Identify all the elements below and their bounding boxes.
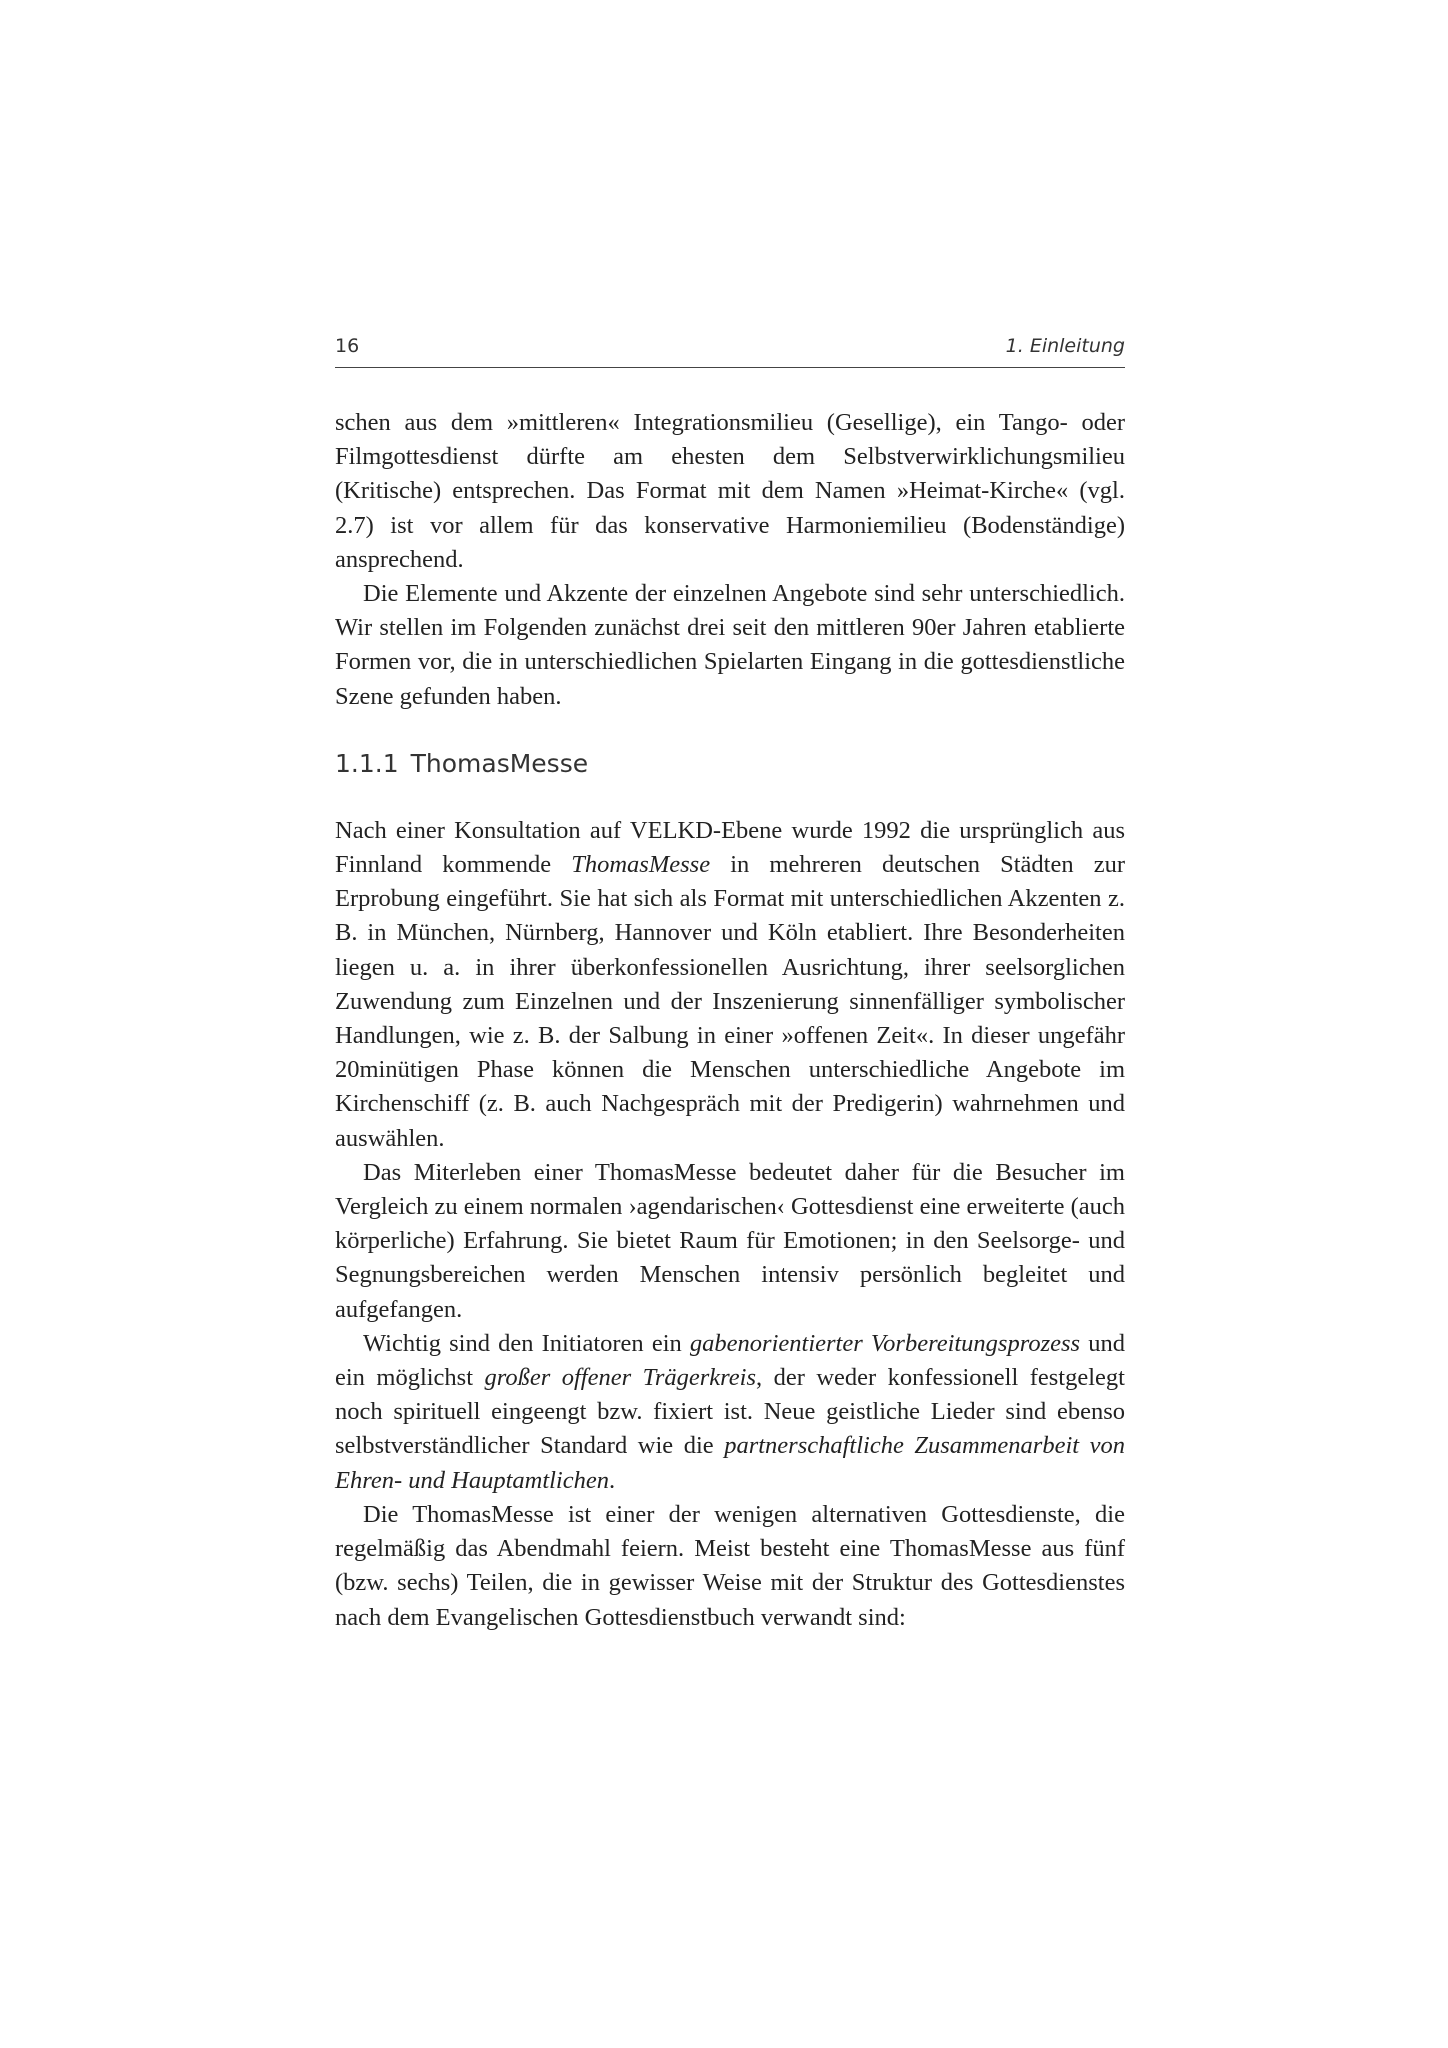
section-heading [335, 747, 1125, 781]
paragraph-3-part-a: Nach einer Konsultation auf VELKD-Ebene wurde 1992 die ursprünglich aus Finnland kommende [335, 816, 1125, 879]
paragraph-3-part-b: in mehreren deutschen Städten zur Erprobung eingeführt. Sie hat sich als Format mit unterschiedlichen Akzenten z. B. in München, Nürnberg, Hannover und Köln etabliert. Ihre Besonderheiten liegen u. a. in ihrer überkonfessionellen Ausrichtung, ihrer seelsorglichen Zuwendung zum Einzelnen und der Inszenierung sinnenfälliger symbolischer Handlungen, wie z. B. der Salbung in einer »offenen Zeit«. In dieser ungefähr 20minütigen Phase können die Menschen unterschiedliche Angebote im Kirchenschiff (z. B. auch Nachgespräch mit der Predigerin) wahrnehmen und auswählen. [335, 851, 1125, 1152]
body-text [335, 406, 1125, 1635]
paragraph-3-emphasis: ThomasMesse [571, 851, 711, 879]
page-number: 16 [335, 335, 360, 357]
paragraph-5-emphasis-3: partnerschaftliche Zusammenarbeit von Ehren- und Hauptamtlichen [335, 1432, 1125, 1494]
paragraph-5-emphasis-2: großer offener Trägerkreis [484, 1364, 757, 1392]
paragraph-5-part-a: Wichtig sind den Initiatoren ein [363, 1329, 690, 1357]
paragraph-2: Die Elemente und Akzente der einzelnen Angebote sind sehr unterschiedlich. Wir stellen im Folgenden zunächst drei seit den mittleren 90er Jahren etablierte Formen vor, die in unterschiedlichen Spielarten Eingang in die gottesdienstliche Szene gefunden haben. [335, 580, 1125, 710]
running-head: 1. Einleitung [1005, 335, 1125, 357]
paragraph-5-part-c: , der weder konfessionell festgelegt noch spirituell eingeengt bzw. fixiert ist. Neue geistliche Lieder sind ebenso selbstverständlicher Standard wie die [335, 1364, 1125, 1460]
paragraph-5-part-b: und ein möglichst [335, 1329, 1125, 1392]
paragraph-1: schen aus dem »mittleren« Integrationsmilieu (Gesellige), ein Tango- oder Filmgottesdienst dürfte am ehesten dem Selbstverwirklichungsmilieu (Kritische) entsprechen. Das Format mit dem Namen »Heimat-Kirche« (vgl. 2.7) ist vor allem für das konservative Harmoniemilieu (Bodenständige) ansprechend. [335, 409, 1125, 573]
section-number: 1.1.1 [335, 748, 399, 778]
paragraph-5-emphasis-1: gabenorientierter Vorbereitungsprozess [689, 1329, 1081, 1357]
paragraph-3 [335, 814, 1125, 1156]
page-header [335, 333, 1125, 368]
paragraph-5 [335, 1327, 1125, 1498]
section-title: ThomasMesse [410, 748, 589, 778]
paragraph-6: Die ThomasMesse ist einer der wenigen alternativen Gottesdienste, die regelmäßig das Abendmahl feiern. Meist besteht eine ThomasMesse aus fünf (bzw. sechs) Teilen, die in gewisser Weise mit der Struktur des Gottesdienstes nach dem Evangelischen Gottesdienstbuch verwandt sind: [335, 1500, 1125, 1631]
paragraph-5-part-d: . [609, 1466, 616, 1494]
paragraph-4: Das Miterleben einer ThomasMesse bedeutet daher für die Besucher im Vergleich zu einem normalen ›agendarischen‹ Gottesdienst eine erweiterte (auch körperliche) Erfahrung. Sie bietet Raum für Emotionen; in den Seelsorge- und Segnungsbereichen werden Menschen intensiv persönlich begleitet und aufgefangen. [335, 1158, 1126, 1323]
